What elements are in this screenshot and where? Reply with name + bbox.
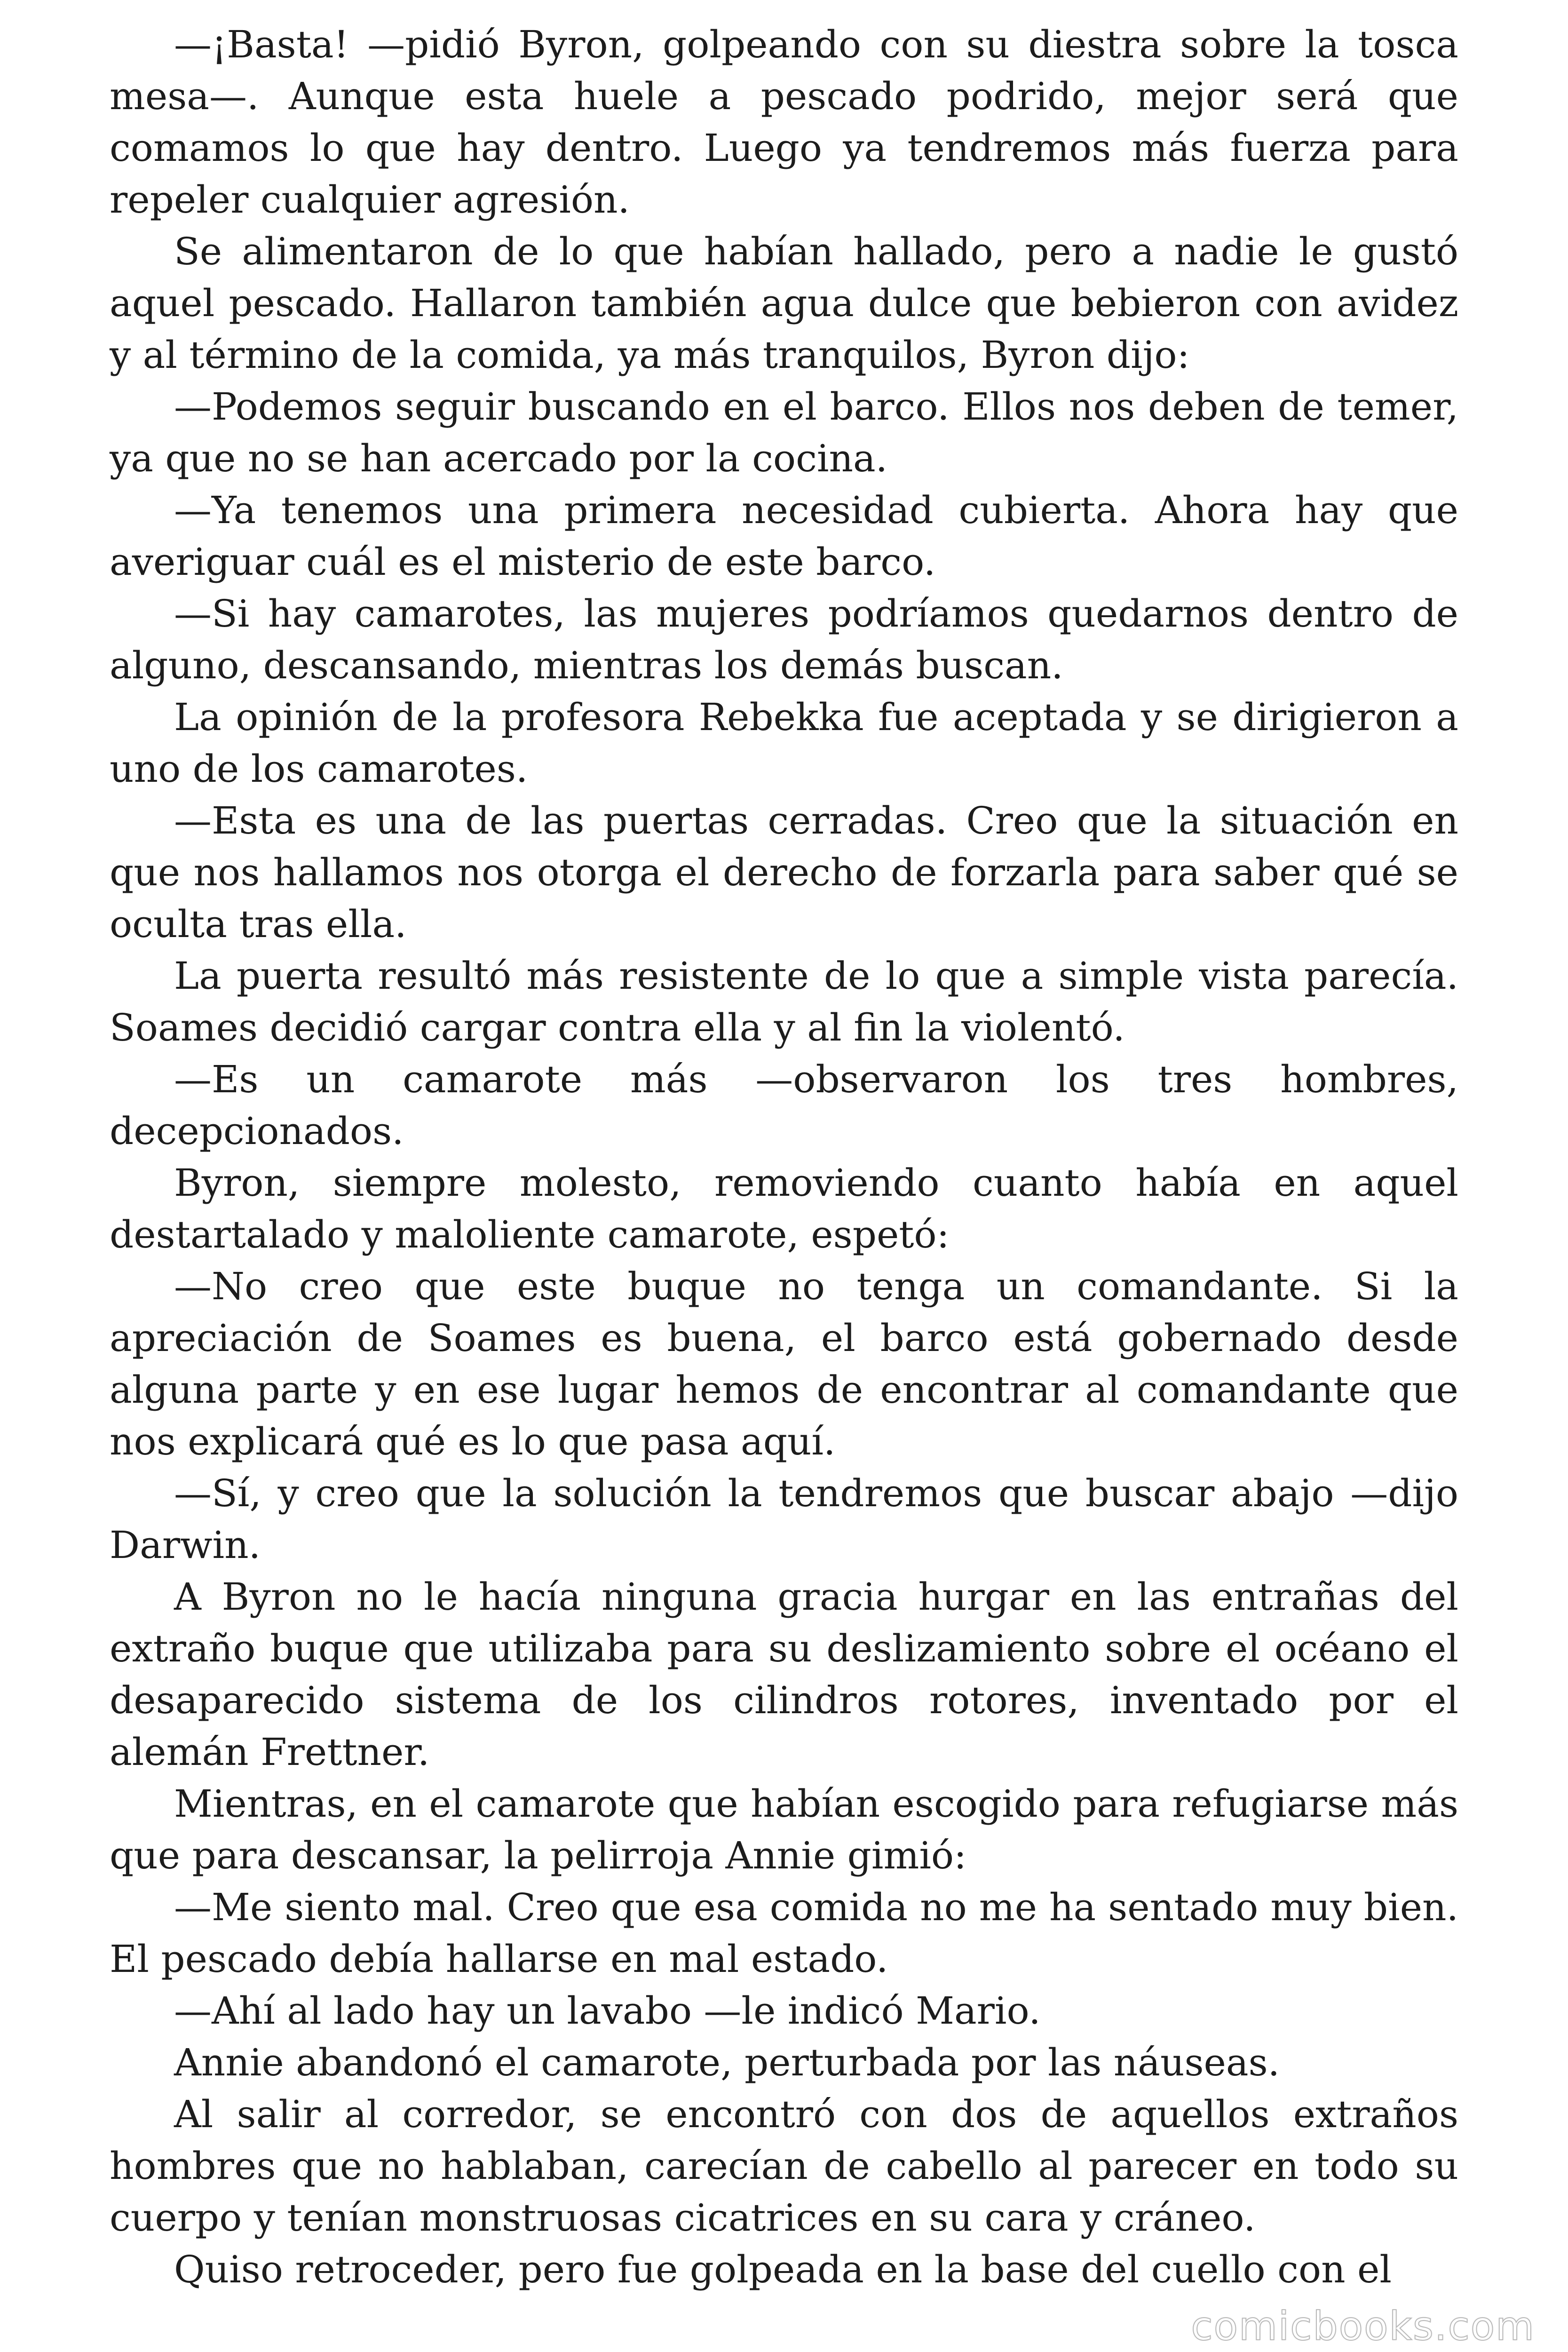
paragraph: Se alimentaron de lo que habían hallado, pero a nadie le gustó aquel pescado. Hallaron también agua dulce que bebieron con avidez y al término de la comida, ya más tranquilos, Byron dijo: bbox=[110, 230, 1458, 377]
paragraph: —Sí, y creo que la solución la tendremos que buscar abajo —dijo Darwin. bbox=[110, 1471, 1458, 1567]
paragraph: Quiso retroceder, pero fue golpeada en la base del cuello con el bbox=[174, 2248, 1392, 2291]
paragraph: —Si hay camarotes, las mujeres podríamos quedarnos dentro de alguno, descansando, mientras los demás buscan. bbox=[110, 592, 1458, 687]
paragraph: Al salir al corredor, se encontró con dos de aquellos extraños hombres que no hablaban, carecían de cabello al parecer en todo su cuerpo y tenían monstruosas cicatrices en su cara y cráneo. bbox=[110, 2092, 1458, 2240]
watermark: comicbooks.com bbox=[1191, 2303, 1535, 2349]
paragraph: —Es un camarote más —observaron los tres hombres, decepcionados. bbox=[110, 1057, 1458, 1153]
paragraph: —¡Basta! —pidió Byron, golpeando con su diestra sobre la tosca mesa—. Aunque esta huele a pescado podrido, mejor será que comamos lo que hay dentro. Luego ya tendremos más fuerza para repeler cualquier agresión. bbox=[110, 23, 1458, 222]
paragraph: —Ahí al lado hay un lavabo —le indicó Mario. bbox=[174, 1989, 1041, 2033]
book-page-text bbox=[110, 19, 1458, 2296]
paragraph: —Ya tenemos una primera necesidad cubierta. Ahora hay que averiguar cuál es el misterio de este barco. bbox=[110, 488, 1458, 584]
paragraph: La puerta resultó más resistente de lo que a simple vista parecía. Soames decidió cargar contra ella y al fin la violentó. bbox=[110, 954, 1458, 1049]
paragraph: Byron, siempre molesto, removiendo cuanto había en aquel destartalado y maloliente camarote, espetó: bbox=[110, 1161, 1458, 1256]
paragraph: A Byron no le hacía ninguna gracia hurgar en las entrañas del extraño buque que utilizaba para su deslizamiento sobre el océano el desaparecido sistema de los cilindros rotores, inventado por el alemán Frettner. bbox=[110, 1575, 1458, 1774]
paragraph: —No creo que este buque no tenga un comandante. Si la apreciación de Soames es buena, el barco está gobernado desde alguna parte y en ese lugar hemos de encontrar al comandante que nos explicará qué es lo que pasa aquí. bbox=[110, 1264, 1458, 1463]
paragraph: —Esta es una de las puertas cerradas. Creo que la situación en que nos hallamos nos otorga el derecho de forzarla para saber qué se oculta tras ella. bbox=[110, 799, 1458, 946]
paragraph: —Podemos seguir buscando en el barco. Ellos nos deben de temer, ya que no se han acercado por la cocina. bbox=[110, 385, 1458, 480]
paragraph: Annie abandonó el camarote, perturbada por las náuseas. bbox=[174, 2041, 1280, 2084]
paragraph: La opinión de la profesora Rebekka fue aceptada y se dirigieron a uno de los camarotes. bbox=[110, 695, 1458, 791]
paragraph: —Me siento mal. Creo que esa comida no me ha sentado muy bien. El pescado debía hallarse en mal estado. bbox=[110, 1885, 1458, 1981]
paragraph: Mientras, en el camarote que habían escogido para refugiarse más que para descansar, la pelirroja Annie gimió: bbox=[110, 1782, 1458, 1877]
